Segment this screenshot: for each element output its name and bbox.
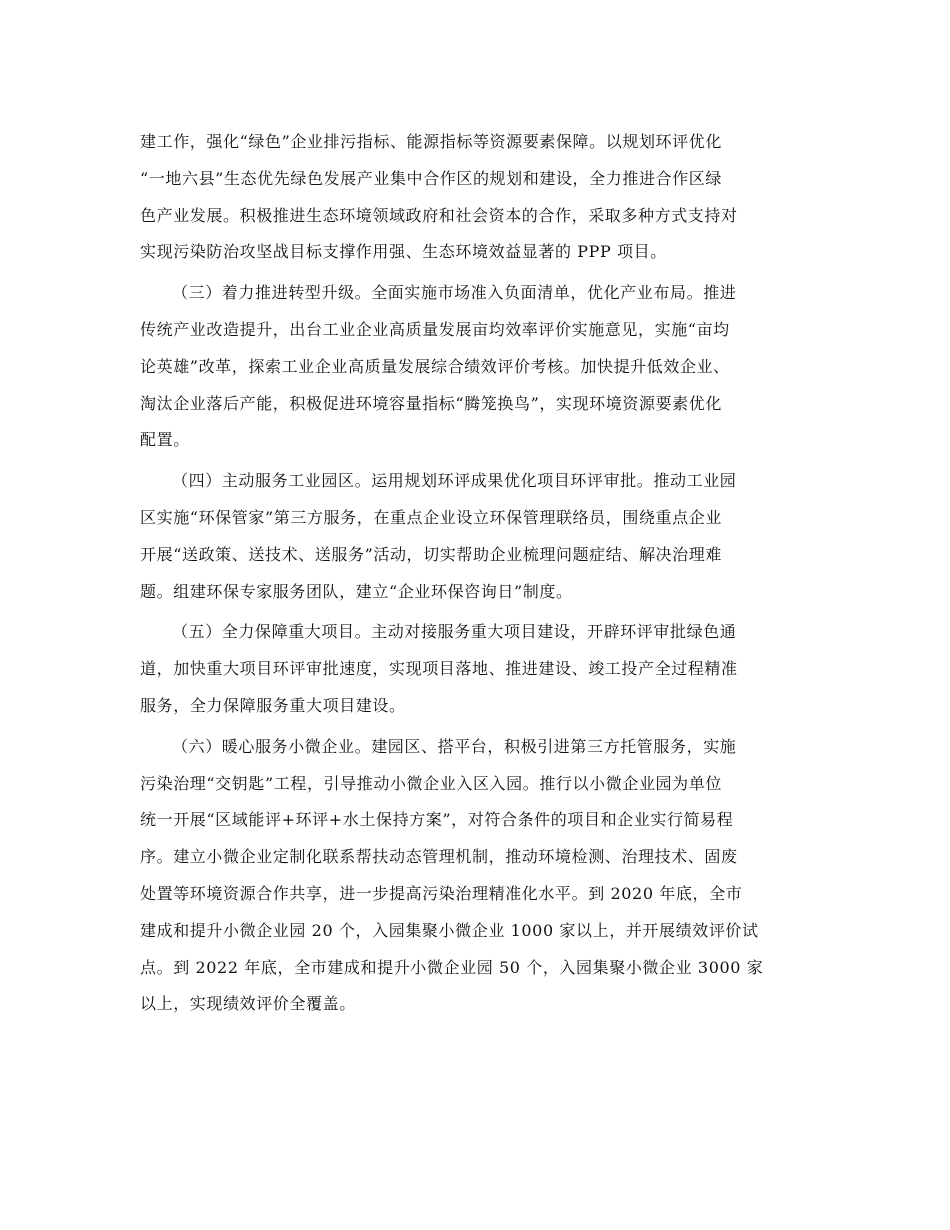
text-line: 淘汰企业落后产能，积极促进环境容量指标“腾笼换鸟”，实现环境资源要素优化 xyxy=(140,393,722,413)
text-line: 色产业发展。积极推进生态环境领域政府和社会资本的合作，采取多种方式支持对 xyxy=(140,205,738,225)
paragraph-transformation-upgrade xyxy=(140,275,812,459)
paragraph-industrial-parks xyxy=(140,463,812,610)
text-line: 建成和提升小微企业园 20 个，入园集聚小微企业 1000 家以上，并开展绩效评价试 xyxy=(140,920,759,940)
text-line: 建工作，强化“绿色”企业排污指标、能源指标等资源要素保障。以规划环评优化 xyxy=(140,132,722,151)
text-line: （四）主动服务工业园区。运用规划环评成果优化项目环评审批。推动工业园 xyxy=(172,471,737,491)
text-line: 服务，全力保障服务重大项目建设。 xyxy=(140,695,406,715)
text-line: 区实施“环保管家”第三方服务，在重点企业设立环保管理联络员，围绕重点企业 xyxy=(140,507,722,527)
text-line: 传统产业改造提升，出台工业企业高质量发展亩均效率评价实施意见，实施“亩均 xyxy=(140,319,730,339)
text-line: 以上，实现绩效评价全覆盖。 xyxy=(140,994,356,1014)
text-line: 开展“送政策、送技术、送服务”活动，切实帮助企业梳理问题症结、解决治理难 xyxy=(140,544,722,564)
text-line: 序。建立小微企业定制化联系帮扶动态管理机制，推动环境检测、治理技术、固废 xyxy=(140,847,738,867)
paragraph-major-projects xyxy=(140,614,812,724)
text-line: （六）暖心服务小微企业。建园区、搭平台，积极引进第三方托管服务，实施 xyxy=(172,736,737,756)
body-text xyxy=(140,124,812,1023)
text-line: （三）着力推进转型升级。全面实施市场准入负面清单，优化产业布局。推进 xyxy=(172,283,737,303)
text-line: 论英雄”改革，探索工业企业高质量发展综合绩效评价考核。加快提升低效企业、 xyxy=(140,356,730,376)
text-line: 点。到 2022 年底，全市建成和提升小微企业园 50 个，入园集聚小微企业 3000 家 xyxy=(140,957,764,977)
text-line: 统一开展“区域能评+环评+水土保持方案”，对符合条件的项目和企业实行简易程 xyxy=(140,810,734,830)
text-line: 处置等环境资源合作共享，进一步提高污染治理精准化水平。到 2020 年底，全市 xyxy=(140,883,743,903)
paragraph-continuation xyxy=(140,124,812,271)
text-line: 污染治理“交钥匙”工程，引导推动小微企业入区入园。推行以小微企业园为单位 xyxy=(140,773,722,793)
text-line: （五）全力保障重大项目。主动对接服务重大项目建设，开辟环评审批绿色通 xyxy=(172,622,737,642)
paragraph-small-enterprises xyxy=(140,729,812,1023)
text-line: 实现污染防治攻坚战目标支撑作用强、生态环境效益显著的 PPP 项目。 xyxy=(140,242,667,262)
text-line: 道，加快重大项目环评审批速度，实现项目落地、推进建设、竣工投产全过程精准 xyxy=(140,659,738,679)
text-line: 题。组建环保专家服务团队，建立“企业环保咨询日”制度。 xyxy=(140,581,573,601)
text-line: “一地六县”生态优先绿色发展产业集中合作区的规划和建设，全力推进合作区绿 xyxy=(140,168,722,188)
text-line: 配置。 xyxy=(140,430,190,450)
